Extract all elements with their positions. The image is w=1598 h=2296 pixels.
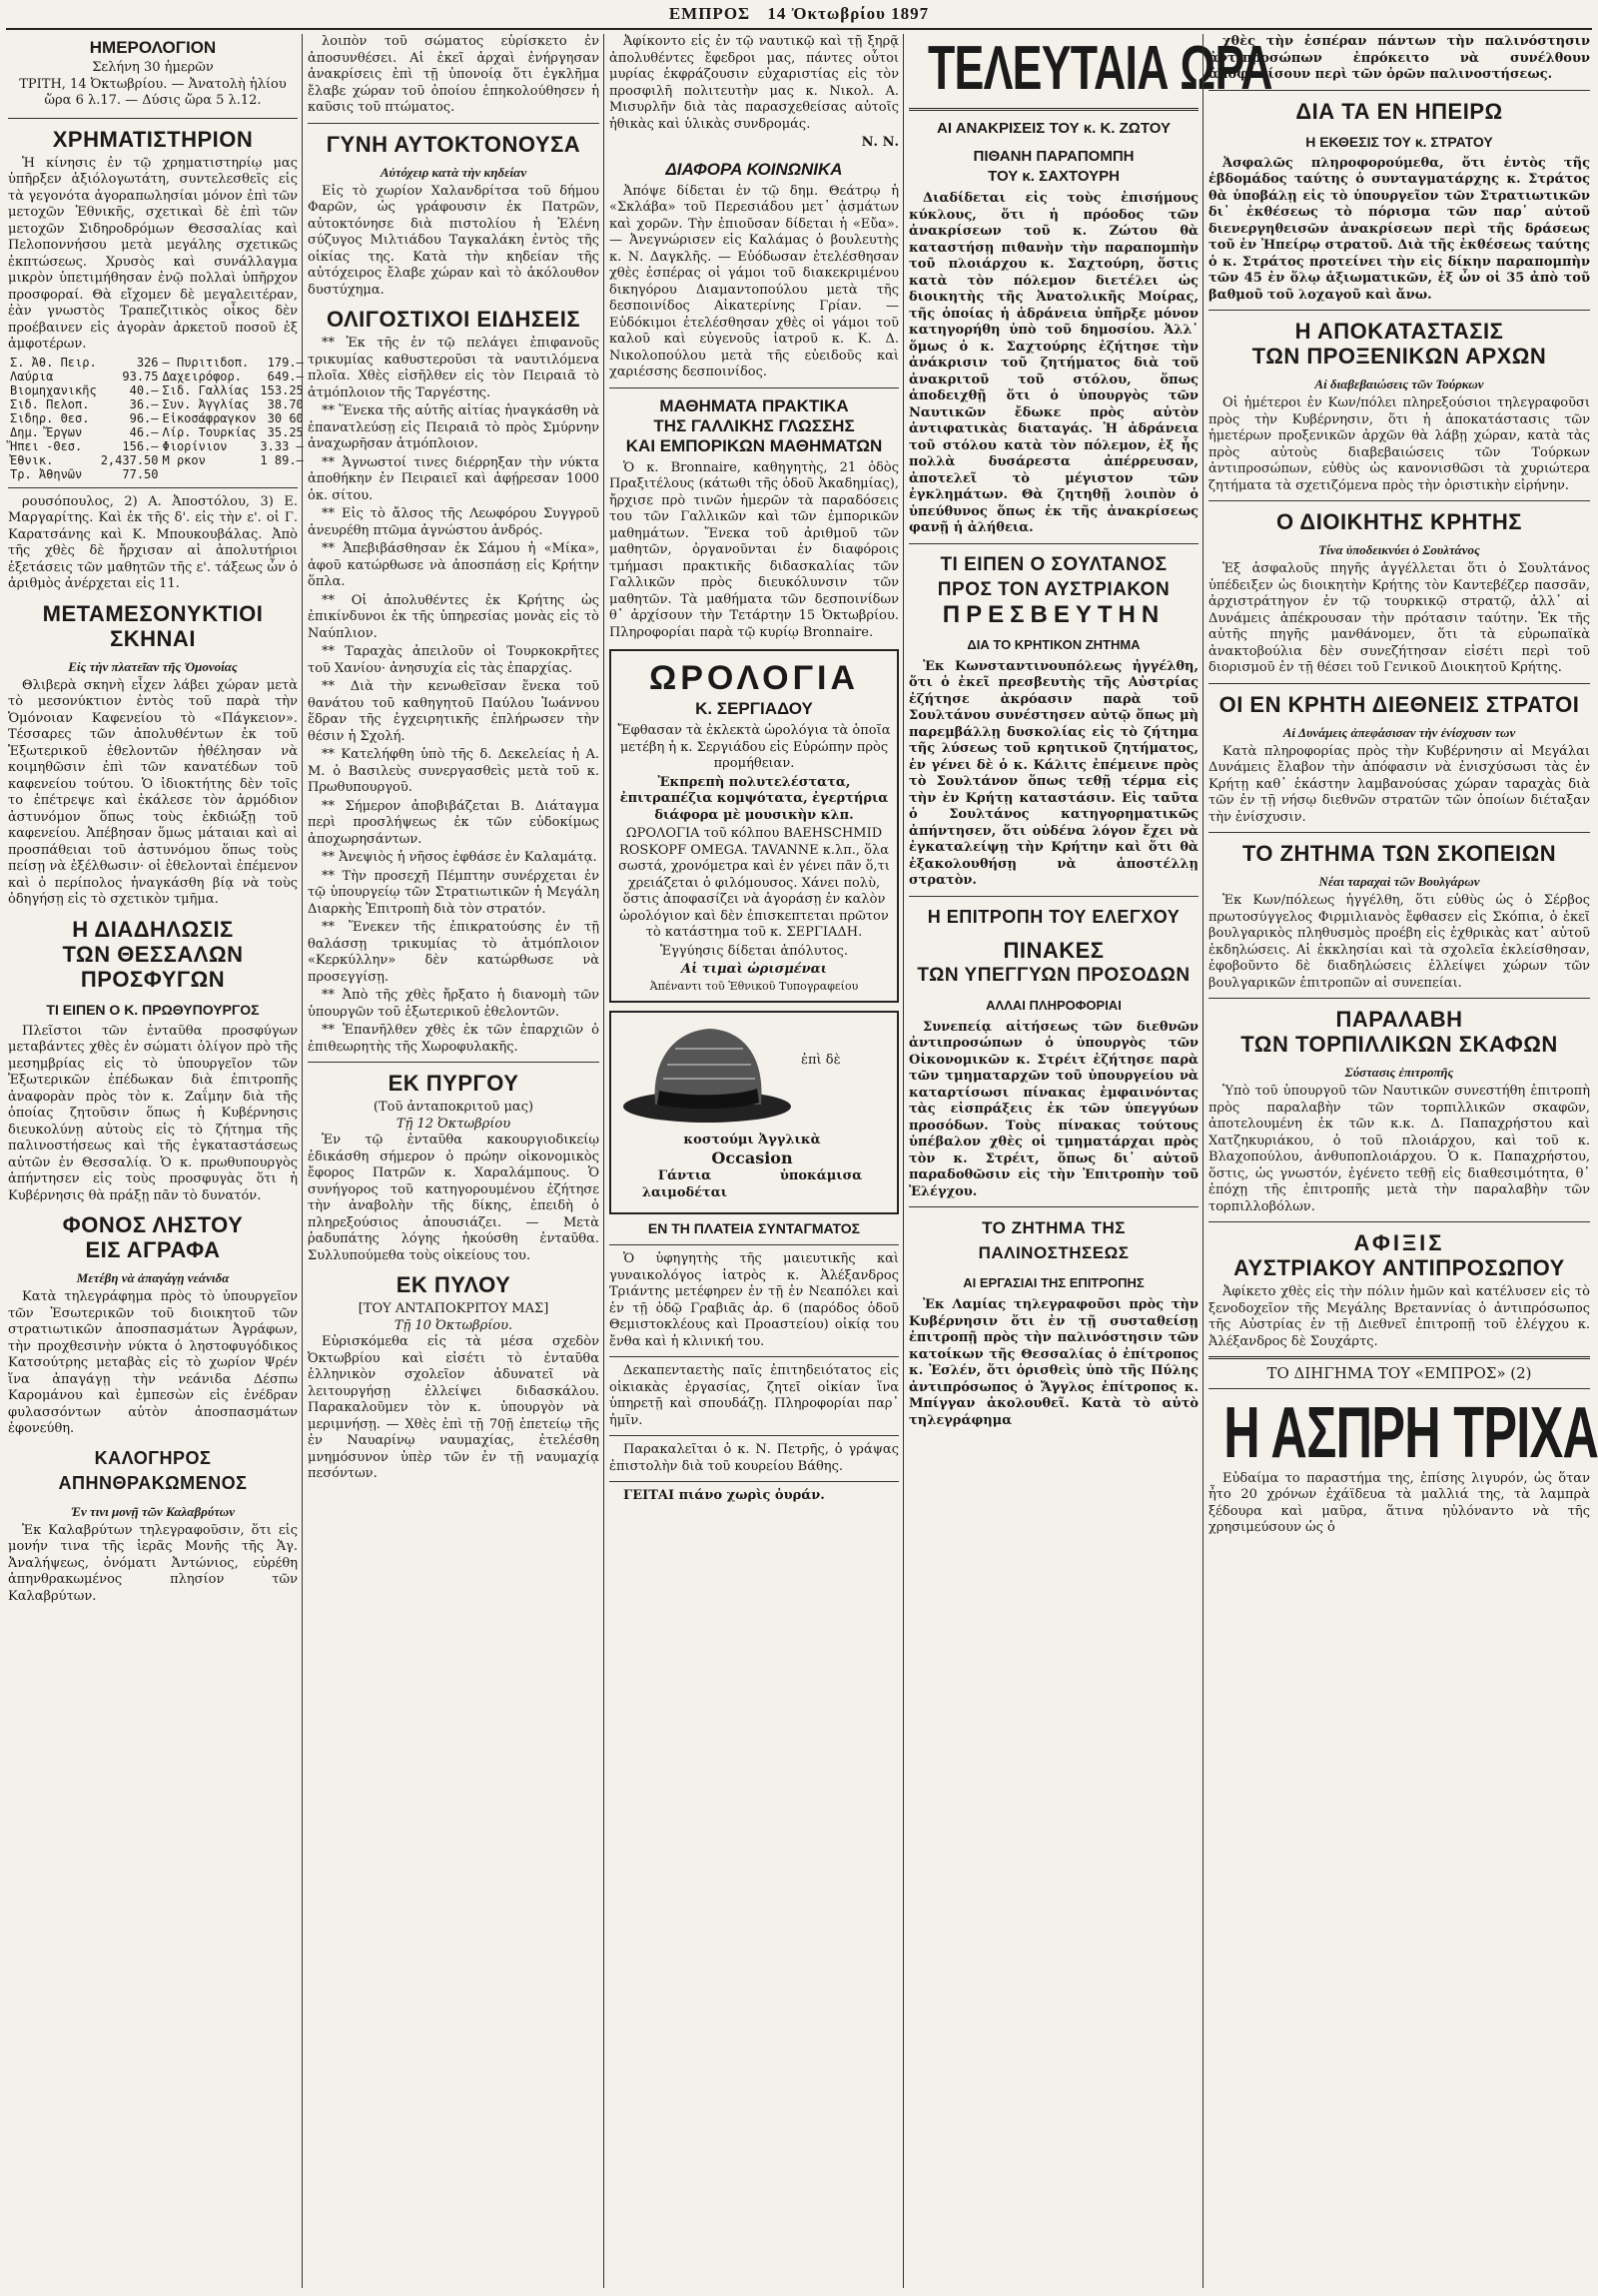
social-title: ΔΙΑΦΟΡΑ ΚΟΙΝΩΝΙΚΑ	[665, 159, 843, 179]
torp-subtitle: Σύστασις ἐπιτροπῆς	[1344, 1065, 1454, 1080]
column-5	[1208, 34, 1598, 2288]
ad-text-3: Ἐγγύησις δίδεται ἀπόλυτος.	[659, 943, 849, 959]
after-bourse-text: ρουσόπουλος, 2) Α. Ἀποστόλου, 3) Ε. Μαργαρίτης. Καὶ ἐκ τῆς δ'. εἰς τὴν ε'. οἱ Γ. Καρατσάνης καὶ Κ. Μπουκουβάλας. Ἀπὸ τῆς χθὲς δὲ ἤρχισαν αἱ ἀπολυτήριοι ἐξετάσεις τῶν μαθητῶν τῆς ε'. τάξεως ὧν ὁ ἀριθμὸς ἀνέρχεται εἰς 11.	[8, 493, 298, 591]
hat-text-2: κοστούμι Ἀγγλικὰ	[683, 1133, 821, 1148]
tower-date: Τῇ 12 Ὀκτωβρίου	[396, 1116, 511, 1132]
return-text: Ἐκ Λαμίας τηλεγραφοῦσι πρὸς τὴν Κυβέρνησιν ὅτι ἐν τῇ συσταθείσῃ ἐπιτροπῇ πρὸς τὴν παλινόστησιν τῶν κατοίκων τῆς Θεσσαλίας ὁ ἐπίτροπος κ. Ἐσλέν, ὅτι ὁρισθεὶς ὑπὸ τῆς Πύλης ἀντιπρόσωπος ὁ Ἄγγλος ἐπίτροπος κ. Μπίγγαν ἀκολουθεῖ. Κατὰ τὸ αὐτὸ τηλεγράφημα	[909, 1297, 1198, 1428]
bourse-row	[8, 397, 306, 411]
crete-title: Ο ΔΙΟΙΚΗΤΗΣ ΚΡΗΤΗΣ	[1276, 509, 1522, 534]
bourse-cell: 35.25	[267, 424, 304, 439]
pylos-text: Εὑρισκόμεθα εἰς τὰ μέσα σχεδὸν Ὀκτωβρίου καὶ εἰσέτι τὸ ἐνταῦθα ἑλληνικὸν σχολεῖον ἀδυνατεῖ νὰ λειτουργήσῃ ἐλλείψει διδασκάλου. Παρακαλοῦμεν τὸν κ. ὑπουργὸν νὰ μεριμνήσῃ. — Χθὲς ἐπὶ τῇ 70ῇ ἐπετείῳ τῆς ἐν Ναυαρίνῳ ναυμαχίας, ἐτελέσθη μνημόσυνον ὑπὲρ τῶν ἐν τῇ ναυμαχίᾳ πεσόντων.	[308, 1334, 599, 1481]
bourse-cell: 96.—	[129, 410, 159, 425]
consul-subtitle: Αἱ διαβεβαιώσεις τῶν Τούρκων	[1314, 377, 1484, 391]
news-item: ** Κατελήφθη ὑπὸ τῆς δ. Δεκελείας ἡ Α. Μ. ὁ Βασιλεὺς συνεργασθεὶς μετὰ τοῦ κ. Πρωθυπουργοῦ.	[308, 747, 599, 795]
sultan-subtitle: ΔΙΑ ΤΟ ΚΡΗΤΙΚΟΝ ΖΗΤΗΜΑ	[967, 636, 1141, 652]
crete-text: Ἐξ ἀσφαλοῦς πηγῆς ἀγγέλλεται ὅτι ὁ Σουλτάνος ὑπέδειξεν ὡς διοικητὴν Κρήτης τὸν Καντεβέζερ πασσᾶν, ἀρχιστράτηγον ἐν τῷ τουρκικῷ στρατῷ, ἀλλ᾽ αἱ Δυνάμεις ἀπέκρουσαν τὴν πρότασιν ταύτην. Ἐκ τῆς αὐτῆς πηγῆς μανθάνομεν, ὅτι τὰ εὐρωπαϊκὰ ἀνακτοβούλια δὲν συνεζήτησαν εἰσέτι περὶ τοῦ διορισμοῦ ἐν τῇ θέσει τοῦ Γενικοῦ Διοικητοῦ Κρήτης.	[1208, 561, 1590, 675]
tables-subtitle: ΑΛΛΑΙ ΠΛΗΡΟΦΟΡΙΑΙ	[986, 997, 1122, 1013]
woman-title: ΓΥΝΗ ΑΥΤΟΚΤΟΝΟΥΣΑ	[326, 131, 581, 157]
ad-title: ΩΡΟΛΟΓΙΑ	[648, 659, 860, 697]
monks-title: ΚΑΛΟΓΗΡΟΣ ΑΠΗΝΘΡΑΚΩΜΕΝΟΣ	[58, 1447, 248, 1493]
bourse-title: ΧΡΗΜΑΤΙΣΤΗΡΙΟΝ	[52, 126, 254, 152]
troops-subtitle: Αἱ Δυνάμεις ἀπεφάσισαν τὴν ἐνίσχυσιν των	[1282, 724, 1516, 740]
col3-intro: Ἀφίκοντο εἰς ἐν τῷ ναυτικῷ καὶ τῇ ξηρᾷ ἀπολυθέντες ἔφεδροι μας, πάντες οὗτοι μυρίας ἐκφράζουσιν εὐχαριστίας εἰς τὸν προσφιλῆ πολιτευτὴν μας κ. Νικολ. Α. Μισυρλῆν διὰ τὰς παρασχεθείσας αὐτοῖς ἠθικὰς καὶ ὑλικὰς συνδρομάς.	[609, 34, 899, 132]
bourse-cell: Ἐθνικ.	[10, 452, 54, 467]
torp-text: Ὑπὸ τοῦ ὑπουργοῦ τῶν Ναυτικῶν συνεστήθη ἐπιτροπὴ πρὸς παραλαβὴν τῶν τορπιλλικῶν σκαφῶν, ἀποτελουμένη ἐκ τῶν κ.κ. Δ. Παπαχρήστου καὶ Χατζηκυριάκου, ὁ τοῦ πλοιάρχου, καὶ τοῦ κ. Βλαχοπούλου, ἀνθυποπλοιάρχου. Ὁ κ. Παπαχρήστου, ὅστις, ὡς γνωστόν, ἐγένετο τεθῇ εἰς διαθεσιμότητα, θ᾽ ἐπόχῃ τῆς ἐπιτροπῆς μετὰ τὴν παραλαβὴν τῶν τορπιλλοβόλων.	[1208, 1084, 1590, 1214]
bourse-cell: Σ. Ἀθ. Πειρ.	[10, 355, 97, 370]
decl-title-2: ΤΩΝ ΘΕΣΣΑΛΩΝ ΠΡΟΣΦΥΓΩΝ	[62, 941, 244, 992]
news-item: ** Ταραχὰς ἀπειλοῦν οἱ Τουρκοκρῆτες τοῦ Χανίου· ἀνησυχία εἰς τὰς ἐπαρχίας.	[308, 644, 599, 676]
story-text: Εὐδαίμα το παραστήμα της, ἐπίσης λιγυρόν, ὡς ὅταν ἦτο 20 χρόνων ἐχάϊδευα τὰ μαλλιά της, τὰ λαμπρὰ ξέδουρα καὶ μαῦρα, ἅτινα ηὐλόναντο νὰ τῆς χρησιμεύσουν ὡς ὁ	[1208, 1470, 1590, 1535]
news-item: ** Εἰς τὸ ἄλσος τῆς Λεωφόρου Συγγροῦ ἀνευρέθη πτῶμα ἀγνώστου ἀνδρός.	[308, 506, 599, 538]
tables-text: Συνεπείᾳ αἰτήσεως τῶν διεθνῶν ἀντιπροσώπων ὁ ὑπουργὸς τῶν Οἰκονομικῶν κ. Στρέιτ ἐζήτησε παρὰ τῶν τμηματαρχῶν τοῦ ὑπουργείου νὰ καταρτίσωσι πίνακας ἐμφαινόντας τὰς εἰσπράξεις ἐκ τῶν ὑπεγγύων προσόδων. Τοὺς πίνακας τούτους ὑπέβαλον χθὲς οἱ τμηματάρχαι πρὸς τὸν κ. Στρέιτ, ὅπως δι᾽ αὐτοῦ παραδοθῶσιν εἰς τὴν Ἐπιτροπὴν τοῦ Ἐλέγχου.	[909, 1019, 1198, 1199]
bourse-cell: 3.33 —	[260, 438, 304, 453]
bourse-table	[8, 356, 306, 481]
torp-title-2: ΤΩΝ ΤΟΡΠΙΛΛΙΚΩΝ ΣΚΑΦΩΝ	[1240, 1032, 1558, 1057]
pylos-subtitle: [ΤΟΥ ΑΝΤΑΠΟΚΡΙΤΟΥ ΜΑΣ]	[358, 1301, 549, 1316]
bourse-cell: Λίρ. Τουρκίας	[162, 424, 257, 439]
story-line: ΤΟ ΔΙΗΓΗΜΑ ΤΟΥ «ΕΜΠΡΟΣ» (2)	[1266, 1364, 1532, 1382]
bourse-cell: 40.—	[129, 383, 159, 397]
arrival-title: ΑΦΙΞΙΣ	[1353, 1230, 1445, 1255]
news-item: ** Ἀνεψιὸς ἡ νῆσος ἐφθάσε ἐν Καλαμάτᾳ.	[322, 850, 597, 865]
lessons-title-3: ΚΑΙ ΕΜΠΟΡΙΚΩΝ ΜΑΘΗΜΑΤΩΝ	[625, 435, 883, 455]
col5-intro: χθὲς τὴν ἑσπέραν πάντων τὴν παλινόστησιν ἀντιπροσώπων ἐπρόκειτο νὰ συνέλθουν ἀποφασίσουν περὶ τῶν ὁρῶν παλινοστήσεως.	[1208, 34, 1590, 82]
decl-title: Η ΔΙΑΔΗΛΩΣΙΣ	[72, 916, 234, 942]
col3-intro-sign: Ν. Ν.	[861, 135, 899, 150]
scopia-title: ΤΟ ΖΗΤΗΜΑ ΤΩΝ ΣΚΟΠΕΙΩΝ	[1241, 841, 1557, 866]
pylos-title: ΕΚ ΠΥΛΟΥ	[396, 1272, 511, 1297]
transfer-text: Θλιβερὰ σκηνὴ εἶχεν λάβει χώραν μετὰ τὸ μεσονύκτιον ἐντὸς τοῦ παρὰ τὴν Ὁμόνοιαν Καφενείου τὸ «Πάγκειον». Τέσσαρες τῶν ἀπολυθέντων ἐκ τοῦ Ἐξωτερικοῦ ἐθελοντῶν ἠθέλησαν νὰ κοιμηθῶσιν ἐπὶ τῶν κανατέδων τοῦ καφενείου τούτου. Ὁ ἰδιοκτήτης δὲν τοῖς το ἐπέτρεψε καὶ ἐκάλεσε τὸν ἁρμόδιον ἀστυνόμον ὅπως τοὺς ἐκδιώξῃ τοῦ καφενείου. Ἀπέβησαν ὅμως μάταιαι καὶ αἱ προσπάθειαι τοῦ ἀστυνόμου ὅπως τοὺς πείσῃ νὰ ἐξέλθωσιν· οἱ ἐθελονταὶ ἐπέμενον καὶ ὁ περίπολος ἠναγκάσθη βίᾳ νὰ τοὺς ὁδηγήσῃ εἰς τὸ σχετικὸν τμῆμα.	[8, 677, 298, 907]
ad-prices: Αἱ τιμαὶ ὡρισμέναι	[681, 962, 827, 977]
hat-place: ΕΝ ΤΗ ΠΛΑΤΕΙΑ ΣΥΝΤΑΓΜΑΤΟΣ	[647, 1220, 861, 1236]
epirus-text: Ἀσφαλῶς πληροφορούμεθα, ὅτι ἐντὸς τῆς ἑβδομάδος ταύτης ὁ συνταγματάρχης κ. Στράτος θὰ ὑποβάλῃ εἰς τὸ ὑπουργεῖον τῶν Στρατιωτικῶν δι᾽ ἐκθέσεως τὸ πόρισμα τῶν παρ᾽ αὐτοῦ διενεργηθεισῶν ἀνακρίσεων περὶ τῆς δράσεως τοῦ ἐν Ἠπείρῳ στρατοῦ. Διὰ τῆς ἐκθέσεως ταύτης ὁ κ. Στράτος προτείνει τὴν εἰς δίκην παραπομπὴν τῶν 45 ἐν ὅλῳ ἀξιωματικῶν, ἐξ ὧν οἱ 35 ἀπὸ τοῦ βαθμοῦ τοῦ λοχαγοῦ καὶ ἄνω.	[1208, 155, 1590, 303]
pylos-date: Τῇ 10 Ὀκτωβρίου.	[394, 1317, 513, 1333]
return-title: ΤΟ ΖΗΤΗΜΑ ΤΗΣ ΠΑΛΙΝΟΣΤΗΣΕΩΣ	[978, 1218, 1130, 1262]
bourse-cell: Δημ. Ἔργων	[10, 424, 83, 439]
hat-advertisement	[609, 1011, 899, 1214]
news-item: ** Σήμερον ἀποβιβάζεται Β. Διάταγμα περὶ προσλήψεως ἐκ τῶν εὐδοκίμως ἀποχωρησάντων.	[308, 798, 599, 847]
monks-text: Ἐκ Καλαβρύτων τηλεγραφοῦσιν, ὅτι εἰς μονήν τινα τῆς ἱερᾶς Μονῆς τῆς Ἁγ. Ἀναλήψεως, ὀνόματι Ἀντώνιος, εὑρέθη ἀπηνθρακωμένος πλησίον τῶν Καλαβρύτων.	[8, 1522, 298, 1604]
doctor-text: Ὁ ὑφηγητὴς τῆς μαιευτικῆς καὶ γυναικολόγος ἰατρὸς κ. Ἀλέξανδρος Τριάντης μετέφηρεν ἐν τῇ ἐν Νεαπόλει καὶ ἐν τῇ ὁδῷ Γραβιᾶς ἀρ. 6 (παρόδος ὁδοῦ Θεμιστοκλέους καὶ Προαστείου) οἰκίᾳ του ἔνθα καὶ ἡ κλινική του.	[609, 1251, 899, 1349]
bourse-cell: 153.25	[260, 383, 304, 397]
call-text: Παρακαλεῖται ὁ κ. Ν. Πετρῆς, ὁ γράψας ἐπιστολὴν διὰ τοῦ κουρείου Βάθης.	[609, 1442, 899, 1474]
sultan-text: Ἐκ Κωνσταντινουπόλεως ἠγγέλθη, ὅτι ὁ ἐκεῖ πρεσβευτὴς τῆς Αὐστρίας ἐζήτησε ἀκρόασιν παρὰ τοῦ Σουλτάνου συνέστησεν αὐτῷ ὅπως μὴ παρεμβάλλῃ δυσκολίας εἰς τὸ ζήτημα τῆς λύσεως τοῦ κρητικοῦ ζητήματος, ἐν γένει δὲ ὁ κ. Κάλιτς ἐπέμεινε πρὸς τὸ Σουλτάνον ὅπως τεθῇ τέρμα εἰς τὴν ἐν Κρήτῃ καταστάσιν. Εἰς ταῦτα ὁ Σουλτάνος κατηγορηματικῶς ἀπήντησεν, ὅτι οὐδένα λόγον ἔχει νὰ ἐγκαταλείψῃ τὴν Κρήτην καὶ ὅτι θὰ ἐξακολουθήσῃ νὰ ἀποστέλλῃ στρατὸν.	[909, 658, 1198, 888]
bourse-row	[8, 383, 306, 397]
bourse-cell: Βιομηχανικῆς	[10, 383, 97, 397]
piano-text: ΓΕΙΤΑΙ πιάνο χωρὶς ὀυράν.	[623, 1488, 825, 1503]
sultan-title: ΤΙ ΕΙΠΕΝ Ο ΣΟΥΛΤΑΝΟΣ	[940, 553, 1168, 575]
hat-icon	[615, 1019, 795, 1129]
bourse-cell: Σιδ. Πελοπ.	[10, 396, 90, 411]
bourse-row	[8, 411, 306, 425]
bourse-row	[8, 453, 306, 467]
crete-subtitle: Τίνα ὑποδεικνύει ὁ Σουλτάνος	[1318, 542, 1480, 557]
ad-address: Ἀπέναντι τοῦ Ἐθνικοῦ Τυπογραφείου	[649, 979, 859, 993]
sultan-title-3: ΠΡΕΣΒΕΥΤΗΝ	[942, 600, 1166, 628]
last-hour-sub-2: ΠΙΘΑΝΗ ΠΑΡΑΠΟΜΠΗ	[973, 148, 1135, 165]
story-title: Η ΑΣΠΡΗ ΤΡΙΧΑ	[1223, 1392, 1598, 1473]
bourse-cell: 156.—	[122, 438, 159, 453]
news-item: ** Ἕνεκα τῆς αὐτῆς αἰτίας ἠναγκάσθη νὰ ἐπανατλεύσῃ εἰς Πειραιᾶ τὸ πρὸς Σμύρνην ἀναχωρῆσαν ἀτμόπλοιον.	[308, 403, 599, 451]
sultan-title-2: ΠΡΟΣ ΤΟΝ ΑΥΣΤΡΙΑΚΟΝ	[937, 578, 1171, 600]
monks-subtitle: Ἐν τινι μονῇ τῶν Καλαβρύτων	[71, 1503, 235, 1519]
hat-text-3: Occasion	[711, 1148, 793, 1167]
last-hour-sub-1: ΑΙ ΑΝΑΚΡΙΣΕΙΣ ΤΟΥ κ. Κ. ΖΩΤΟΥ	[937, 120, 1171, 137]
social-text: Ἀπόψε δίδεται ἐν τῷ δημ. Θεάτρῳ ἡ «Σκλάβα» τοῦ Περεσιάδου μετ᾽ ᾀσμάτων καὶ χορῶν. Τὴν ἐπιοῦσαν δίδεται ἡ «Εὔα». — Ἀνεγνώρισεν εἰς Καλάμας ὁ βουλευτὴς κ. Ν. Δαγκλῆς. — Εὐόδωσαν ἐτελέσθησαν χθὲς ἐσπέρας οἱ γάμοι τοῦ διακεκριμένου δικηγόρου Διαμαντοπούλου μετὰ τῆς δεσποινίδος Αἰκατερίνης Γρίαν. — Εὐδόκιμοι ἐτελέσθησαν χθὲς οἱ γάμοι τοῦ καλοῦ καὶ εὐγενοῦς ἰατροῦ κ. Κ. Δ. Νικολοπούλου μετὰ τῆς εὐειδοῦς καὶ χαριέσσης δεσποινίδος.	[609, 183, 899, 380]
tower-text: Ἐν τῷ ἐνταῦθα κακουργιοδικείῳ ἐδικάσθη σήμερον ὁ πρώην οἰκονομικὸς ἔφορος Πατρῶν κ. Χαραλάμπους. Ὁ συνήγορος τοῦ κατηγορουμένου ἐζήτησε τὴν ἀναβολὴν τῆς δίκης, ἐπειδὴ ὁ πληρεξούσιος ἀπουσιάζει. — Μετὰ ῥαδυπάτης λόγης ἠκούσθη ἐνταῦθα. Συλλυπούμεθα τοὺς οἰκείους του.	[308, 1133, 599, 1263]
scopia-text: Ἐκ Κων/πόλεως ἠγγέλθη, ὅτι εὐθὺς ὡς ὁ Σέρβος πρωτοσύγγελος Φιρμιλιανὸς ἔφθασεν εἰς Σκόπια, ὁ ἐκεῖ βουλγαρικὸς πληθυσμὸς προέβη εἰς ἐχθρικὰς κατ᾽ αὐτοῦ ἐκδηλώσεις. Αἱ ἐκκλησίαι καὶ τὰ σχολεῖα ἐκλείσθησαν, ἐφοβοῦντο δὲ διαδηλώσεις ἐλλείψει χώρων τῶν βουλγαρικῶν ἐπιτροπῶν αἱ συνεπείαι.	[1208, 893, 1590, 991]
bourse-cell: Ἤπει -Θεσ.	[10, 438, 83, 453]
committee-title: Η ΕΠΙΤΡΟΠΗ ΤΟΥ ΕΛΕΓΧΟΥ	[927, 906, 1181, 927]
bourse-cell: Σιδ. Γαλλίας	[162, 383, 250, 397]
tables-title: ΠΙΝΑΚΕΣ	[1003, 937, 1105, 963]
woman-subtitle: Αὐτόχειρ κατὰ τὴν κηδείαν	[380, 164, 527, 180]
scopia-subtitle: Νέαι ταραχαὶ τῶν Βουλγάρων	[1318, 874, 1480, 889]
masthead-date: 14 Ὀκτωβρίου 1897	[767, 4, 930, 23]
column-4	[909, 34, 1272, 2288]
news-item: ** Τὴν προσεχῆ Πέμπτην συνέρχεται ἐν τῷ ὑπουργείῳ τῶν Στρατιωτικῶν ἡ Μεγάλη Διαρκὴς Ἐπιτροπὴ διὰ τὸν στρατόν.	[308, 868, 599, 917]
masthead-title: ΕΜΠΡΟΣ	[668, 4, 751, 23]
last-hour-sub-3: ΤΟΥ κ. ΣΑΧΤΟΥΡΗ	[988, 168, 1120, 185]
news-list	[308, 336, 599, 1056]
news-item: ** Ἐπανῆλθεν χθὲς ἐκ τῶν ἐπαρχιῶν ὁ ἐπιθεωρητὴς τῆς Χωροφυλακῆς.	[308, 1023, 599, 1055]
consul-title: Η ΑΠΟΚΑΤΑΣΤΑΣΙΣ	[1294, 319, 1504, 344]
bourse-row	[8, 425, 306, 439]
masthead	[300, 4, 1298, 28]
bourse-text: Ἡ κίνησις ἐν τῷ χρηματιστηρίῳ μας ὑπῆρξεν ἀξιόλογωτάτη, συντελεσθεῖς εἰς τὰ γεγονότα ἀγοραπωλησίαι μόνον ἐπὶ τῶν μετοχῶν Ἐθνικῆς, σχετικαὶ δὲ ἐπὶ τῶν μετοχῶν Σιδηροδρόμων Θεσσαλίας καὶ Πελοποννήσου μετὰ μεγάλης σχετικῶς ἐκπτώσεως. Χρυσὸς καὶ συνάλλαγμα μικρὸν ὑπετιμήθησαν ἐνῷ πολλαὶ ὑπῆρχον προσφοραί. Θὰ εἴχομεν δὲ μεγαλειτέραν, ἐὰν γνωστὸς Τραπεζιτικὸς οἶκος δὲν προέβαινεν εἰς ἀγορὰν ἀρκετοῦ ποσοῦ ἐξ ἀμφοτέρων.	[8, 155, 298, 352]
calendar-line-2: ΤΡΙΤΗ, 14 Ὀκτωβρίου. — Ἀνατολὴ ἡλίου ὥρα 6 λ.17. — Δύσις ὥρα 5 λ.12.	[19, 76, 287, 108]
ad-text-1: Ἔφθασαν τὰ ἐκλεκτὰ ὡρολόγια τὰ ὁποῖα μετέβη ἡ κ. Σεργιάδου εἰς Εὐρώπην πρὸς προμήθειαν.	[617, 723, 891, 771]
tower-subtitle: (Τοῦ ἀνταποκριτοῦ μας)	[373, 1100, 534, 1115]
return-subtitle: ΑΙ ΕΡΓΑΣΙΑΙ ΤΗΣ ΕΠΙΤΡΟΠΗΣ	[963, 1275, 1145, 1290]
bourse-cell: 93.75	[122, 369, 159, 383]
tower-title: ΕΚ ΠΥΡΓΟΥ	[388, 1071, 519, 1096]
news-item: ** Ἀπεβιβάσθησαν ἐκ Σάμου ἡ «Μίκα», ἀφοῦ κατώρθωσε νὰ ἀποσπάσῃ εἰς Κρήτην ὅπλα.	[308, 541, 599, 589]
bourse-cell: 649.—	[267, 369, 304, 383]
news-item: ** Διὰ τὴν κενωθεῖσαν ἕνεκα τοῦ θανάτου τοῦ καθηγητοῦ Παύλου Ἰωάννου ἕδραν τῆς ἐγχειρητικῆς ἐπλήρωσεν τὴν θέσιν ἡ Σχολή.	[308, 679, 599, 744]
ad-name: Κ. ΣΕΡΓΙΑΔΟΥ	[695, 699, 813, 718]
news-title: ΟΛΙΓΟΣΤΙΧΟΙ ΕΙΔΗΣΕΙΣ	[326, 307, 581, 332]
bourse-cell: Εἰκοσάφραγκον	[162, 410, 257, 425]
tutor-text: Δεκαπενταετὴς παῖς ἐπιτηδειότατος εἰς οἰκιακὰς ἐργασίας, ζητεῖ οἰκίαν ἵνα ὑπηρετῇ καὶ σπουδάζῃ. Πληροφορίαι παρ᾽ ἡμῖν.	[609, 1363, 899, 1428]
news-item: ** Ἕνεκεν τῆς ἐπικρατούσης ἐν τῇ θαλάσσῃ τρικυμίας τὸ ἀτμόπλοιον «Κερκύλλην» δὲν κατώρθωσε νὰ προσεγγίσῃ.	[308, 920, 599, 985]
top-rule	[6, 28, 1592, 30]
theft-text: Κατὰ τηλεγράφημα πρὸς τὸ ὑπουργεῖον τῶν Ἐσωτερικῶν τοῦ διοικητοῦ τῶν στρατιωτικῶν ἀποσπασμάτων Ἀγράφων, τὴν προχθεσινὴν νύκτα ὁ ληστοφυγόδικος Κατσούτρης μεταβὰς εἰς τὸ χωρίον Ψρέν ἵνα ἀπαγάγῃ τὴν νεάνιδα Δέσπω Καρομάνου καὶ ἐμπεσὼν εἰς ἐνέδραν φυλασσόντων αὐτὸν ἀποσπασμάτων ἐφονεύθη.	[8, 1289, 298, 1436]
consul-title-2: ΤΩΝ ΠΡΟΞΕΝΙΚΩΝ ΑΡΧΩΝ	[1251, 344, 1547, 369]
bourse-cell: 36.—	[129, 396, 159, 411]
bourse-row	[8, 439, 306, 453]
troops-text: Κατὰ πληροφορίας πρὸς τὴν Κυβέρνησιν αἱ Μεγάλαι Δυνάμεις ἔλαβον τὴν ἀπόφασιν νὰ ἐνισχύσωσι τὰς ἐν Κρήτῃ καθ᾽ ἑκάστην λαμβανούσας χώραν ταραχὰς διὰ τῶν ἐν τῇ νήσῳ διεθνῶν στρατῶν τῶν ὁποίων διέταξαν τὴν ἐνίσχυσιν.	[1208, 743, 1590, 825]
bourse-cell: 326	[136, 355, 159, 370]
bourse-cell: 38.70	[267, 396, 304, 411]
last-hour-title: ΤΕΛΕΥΤΑΙΑ ΩΡΑ	[928, 34, 1272, 103]
woman-text: Εἰς τὸ χωρίον Χαλανδρίτσα τοῦ δήμου Φαρῶν, ὡς γράφουσιν ἐκ Πατρῶν, αὐτοκτόνησε διὰ πιστολίου ἡ Ἑλένη σύζυγος Μιλτιάδου Ταγκαλάκη ἐντὸς τῆς οἰκίας της. Κατὰ τὴν κηδείαν τῆς αὐτόχειρος ἔλαβε χώραν καὶ τὸ ἀκόλουθον δυστύχημα.	[308, 183, 599, 298]
theft-subtitle: Μετέβη νὰ ἀπαγάγῃ νεάνιδα	[76, 1270, 230, 1285]
decl-text: Πλεῖστοι τῶν ἐνταῦθα προσφύγων μεταβάντες χθὲς ἐν σώματι ὀλίγον πρὸ τῆς μεσημβρίας εἰς τὸ ὑπουργεῖον τῶν Ἐξωτερικῶν ἐπέδωκαν διὰ ἐπιτροπῆς ἀναφορὰν πρὸς τὸν κ. Ζαΐμην διὰ τῆς ὁποίας ζητοῦσιν ὅπως ἡ Κυβέρνησις διευκολύνῃ αὐτοὺς εἰς τὸ ζήτημα τῆς παλινοστήσεως καὶ τῆς ἐγκαταστάσεως αὐτῶν ἐν Θεσσαλίᾳ. Ὁ κ. πρωθυπουργὸς ἀπήντησεν εἰς τοὺς προσφυγὰς ὅτι ἡ Κυβέρνησις θὰ πράξῃ πᾶν τὸ δυνατόν.	[8, 1023, 298, 1203]
hat-text-5: ὑποκάμισα	[779, 1168, 863, 1183]
bourse-cell: Δαχειρόφορ.	[162, 369, 242, 383]
bourse-cell: Φιορίνιον	[162, 438, 228, 453]
bourse-cell: 1 89.—	[260, 452, 304, 467]
arrival-title-2: ΑΥΣΤΡΙΑΚΟΥ ΑΝΤΙΠΡΟΣΩΠΟΥ	[1233, 1255, 1565, 1280]
transfer-subtitle: Εἰς τὴν πλατεῖαν τῆς Ὁμονοίας	[68, 658, 238, 674]
col2-intro: λοιπὸν τοῦ σώματος εὑρίσκετο ἐν ἀποσυνθέσει. Αἱ ἐκεῖ ἀρχαὶ ἐνήργησαν ἀνακρίσεις ἐπὶ τῇ ὑπονοίᾳ ὅτι ἐγκλῆμα ἔλαβε χώραν τοῦ ὁποίου ἐπηκολούθησεν ἡ καῦσις τοῦ πτώματος.	[308, 34, 599, 115]
bourse-cell: Σιδηρ. Θεσ.	[10, 410, 90, 425]
consul-text: Οἱ ἡμέτεροι ἐν Κων/πόλει πληρεξούσιοι τηλεγραφοῦσι πρὸς τὴν Κυβέρνησιν, ὅτι ἡ ἀποκατάστασις τῶν ἡμετέρων προξενικῶν ἀρχῶν θὰ λάβῃ χώραν, κατὰ τὰς πρὸς αὐτοὺς διαβεβαιώσεις τῶν Τούρκων ἀντιπροσώπων, εὐθὺς ὡς κανονισθῶσι τὰ χυριώτερα ζητήματα τὰ σχετιζόμενα πρὸς τὴν ὁριστικὴν εἰρήνην.	[1208, 395, 1590, 493]
news-item: ** Ἀπὸ τῆς χθὲς ἤρξατο ἡ διανομὴ τῶν ὑπουργῶν τοῦ ἐξωτερικοῦ ἐθελοντῶν.	[308, 988, 599, 1020]
tables-title-2: ΤΩΝ ΥΠΕΓΓΥΩΝ ΠΡΟΣΟΔΩΝ	[917, 964, 1191, 986]
calendar-title: ΗΜΕΡΟΛΟΓΙΟΝ	[89, 38, 217, 57]
hat-text-4: Γάντια λαιμοδέται	[641, 1168, 728, 1200]
arrival-text: Ἀφίκετο χθὲς εἰς τὴν πόλιν ἡμῶν καὶ κατέλυσεν εἰς τὸ ξενοδοχεῖον τῆς Μεγάλης Βρεταννίας ὁ ἀντιπρόσωπος τῆς Αὐστρίας ἐν τῇ Διεθνεῖ ἐπιτροπῇ τοῦ ἐλέγχου κ. Ἀλέξανδρος δὲ Σουχάρτς.	[1208, 1284, 1590, 1349]
bourse-cell: Τρ. Ἀθηνῶν	[10, 466, 83, 481]
ad-text-2: ΩΡΟΛΟΓΙΑ τοῦ κόλπου BAEHSCHMID ROSKOPF OMEGA. TAVANNE κ.λπ., ὅλα σωστά, χρονόμετρα καὶ ἐν γένει πᾶν ὅ,τι χρειάζεται ὁ φιλόμουσος. Χάνει πολὺ, ὅστις ἀποφασίζει νὰ ἀγοράσῃ ἐν καλὸν ὡρολόγιον καὶ δὲν ἐπισκεπτεται πρῶτον τὸ κατάστημα τοῦ κ. ΣΕΡΓΙΑΔΗ.	[618, 826, 890, 940]
bourse-cell: 46.—	[129, 424, 159, 439]
news-item: ** Ἀγνωστοί τινες διέρρηξαν τὴν νύκτα ἀποθήκην ἐν Πειραιεῖ καὶ ἀφῄρεσαν 1000 ὀκ. σίτου.	[308, 454, 599, 503]
bourse-row	[8, 467, 306, 481]
news-item: ** Ἐκ τῆς ἐν τῷ πελάγει ἐπιφανοῦς τρικυμίας καθυστεροῦσι τὰ ναυτιλόμενα πλοῖα. Χθὲς εἰσῆλθεν εἰς τὸν Πειραιᾶ τὸ ἀτμόπλοιον τῆς Ταργέστης.	[308, 336, 599, 400]
calendar-line-1: Σελήνη 30 ἡμερῶν	[92, 60, 214, 75]
theft-title: ΦΟΝΟΣ ΛΗΣΤΟΥ	[62, 1212, 244, 1237]
epirus-subtitle: Η ΕΚΘΕΣΙΣ ΤΟΥ κ. ΣΤΡΑΤΟΥ	[1305, 133, 1493, 150]
bourse-cell: 77.50	[122, 466, 159, 481]
news-item: ** Οἱ ἀπολυθέντες ἐκ Κρήτης ὡς ἐπικίνδυνοι ἐκ τῆς ὑπηρεσίας μονὰς εἰς τὸ Ναύπλιον.	[308, 592, 599, 641]
bourse-row	[8, 356, 306, 370]
decl-subtitle: ΤΙ ΕΙΠΕΝ Ο Κ. ΠΡΩΘΥΠΟΥΡΓΟΣ	[46, 1001, 260, 1018]
transfer-title: ΜΕΤΑΜΕΣΟΝΥΚΤΙΟΙ ΣΚΗΝΑΙ	[42, 600, 264, 651]
lessons-title: ΜΑΘΗΜΑΤΑ ΠΡΑΚΤΙΚΑ	[659, 395, 849, 415]
torp-title: ΠΑΡΑΛΑΒΗ	[1335, 1007, 1463, 1032]
hat-text-1: ἐπὶ δὲ	[801, 1053, 841, 1068]
bourse-cell	[161, 467, 259, 481]
column-1	[8, 34, 304, 2288]
last-hour-text: Διαδίδεται εἰς τοὺς ἐπισήμους κύκλους, ὅτι ἡ πρόοδος τῶν ἀνακρίσεων τοῦ κ. Ζώτου θὰ καταστήσῃ πιθανὴν τὴν παραπομπὴν τοῦ πλοιάρχου κ. Σαχτούρη, ὅστις κατὰ τὸν πόλεμον διετέλει ὡς διοικητὴς τῆς Ἀνατολικῆς Μοίρας, τῆς ὁποίας ἡ ἀδράνεια ὑπῆρξε μόνον κατηγορήθη ὑπὸ τοῦ δημοσίου. Ἀλλ᾽ ὅμως ὁ κ. Σαχτούρης ἐζήτησε τὴν ἀνάκρισιν τοῦ ζητήματος διὰ τοῦ ἀνακριτοῦ τοῦ στόλου, ὅπως ἀποδειχθῇ ὅτι ὁ ὑπουργὸς τῶν Ναυτικῶν ἔδωκε πρὸς αὐτὸν ἀντιφατικὰς διαταγάς. Ἡ ἀδράνεια τοῦ στόλου κατὰ τὸν πόλεμον, ἐξ ἧς πολλὰ δυσάρεστα ἀπέρρευσαν, ἀποτελεῖ τὸ μέγιστον τῶν ἐγκλημάτων. Θὰ ζητηθῇ λοιπὸν ὁ ὑπεύθυνος ὅπως ἐκ τῆς ἀνακρίσεως φανῇ ἡ ἀλήθεια.	[909, 191, 1198, 535]
calendar-box	[8, 34, 298, 112]
bourse-cell	[258, 467, 305, 481]
clock-advertisement	[609, 649, 899, 1003]
bourse-cell: — Πυριτιδοπ.	[162, 355, 250, 370]
column-2	[308, 34, 599, 2288]
epirus-title: ΔΙΑ ΤΑ ΕΝ ΗΠΕΙΡΩ	[1295, 98, 1503, 124]
troops-title: ΟΙ ΕΝ ΚΡΗΤΗ ΔΙΕΘΝΕΙΣ ΣΤΡΑΤΟΙ	[1218, 691, 1580, 717]
lessons-title-2: ΤΗΣ ΓΑΛΛΙΚΗΣ ΓΛΩΣΣΗΣ	[653, 415, 855, 435]
column-3	[609, 34, 899, 2288]
bourse-cell: 179.—	[267, 355, 304, 370]
bourse-cell: 2,437.50	[100, 452, 159, 467]
theft-title-2: ΕΙΣ ΑΓΡΑΦΑ	[85, 1237, 221, 1262]
bourse-cell: Συν. Ἀγγλίας	[162, 396, 250, 411]
bourse-cell: Λαύρια	[10, 369, 54, 383]
lessons-text: Ὁ κ. Bronnaire, καθηγητὴς, 21 ὁδὸς Πραξιτέλους (κάτωθι τῆς ὁδοῦ Ἀκαδημίας), ἤρχισε πρὸ τινῶν ἡμερῶν τὰ παραδόσεις του τῶν Γαλλικῶν καὶ τῶν ἐμπορικῶν μαθημάτων. Ἕνεκα τοῦ ἀριθμοῦ τῶν μαθητῶν, ὀργανοῦνται ἐν διαφόροις τμήμασι πρακτικῆς διδασκαλίας τῶν Γαλλικῶν πρὸς διευκόλυνσιν τῶν μαθητῶν. Τὰ μαθήματα τῶν δεσποινίδων θ᾽ ἀρχίσουν τὴν Τετάρτην 15 Ὀκτωβρίου. Πληροφορίαι παρὰ τῷ κυρίῳ Bronnaire.	[609, 459, 899, 640]
bourse-cell: Μ ρκον	[162, 452, 206, 467]
bourse-cell: 30 60	[267, 410, 304, 425]
ad-subtitle: Ἐκπρεπὴ πολυτελέστατα, ἐπιτραπέζια κομψότατα, ἐγερτήρια διάφορα μὲ μουσικὴν κλπ.	[619, 774, 889, 823]
bourse-row	[8, 370, 306, 383]
